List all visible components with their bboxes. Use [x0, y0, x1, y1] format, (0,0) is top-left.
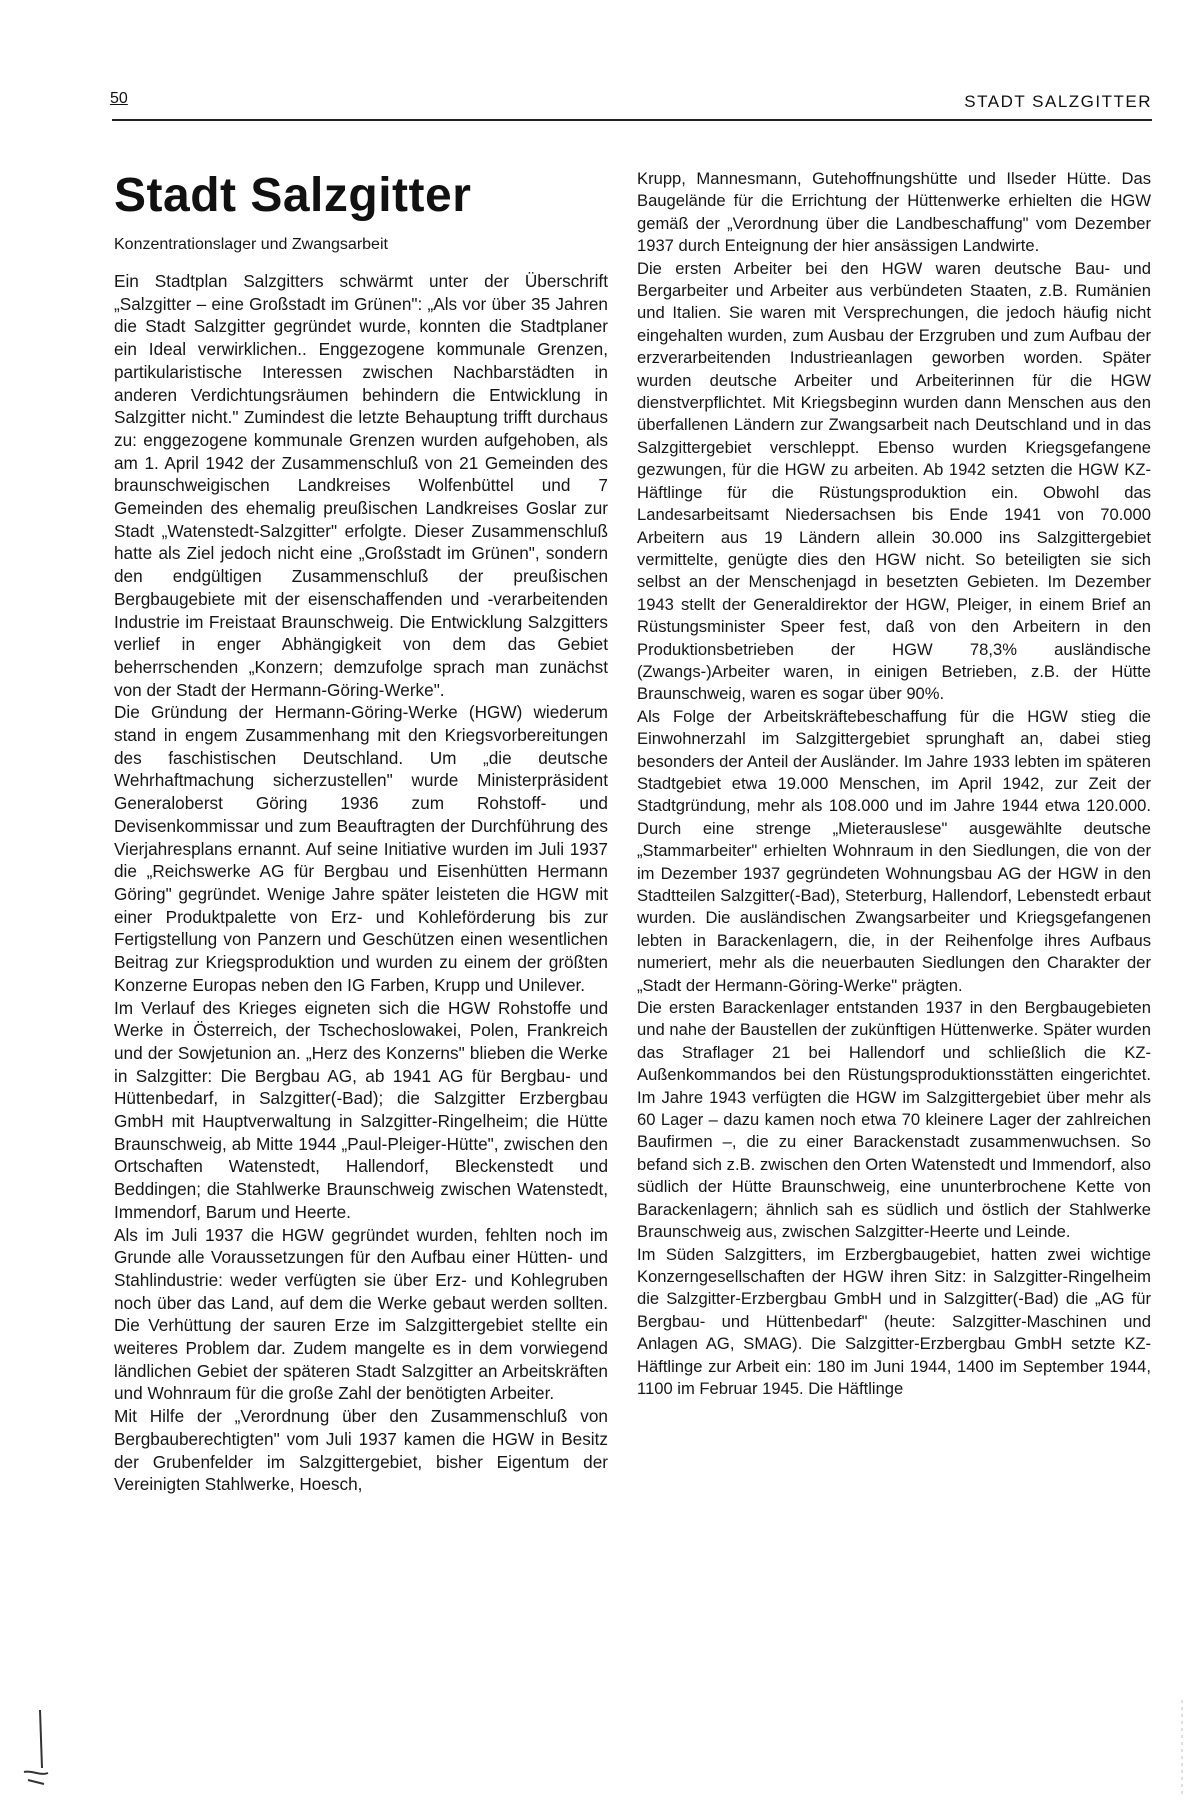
- left-paragraph: Im Verlauf des Krieges eigneten sich die HGW Rohstoffe und Werke in Österreich, der Tschechoslowakei, Polen, Frankreich und der Sowjetunion an. „Herz des Konzerns" blieben die Werke in Salzgitter: Die Bergbau AG, ab 1941 AG für Bergbau- und Hüttenbedarf, in Salzgitter(-Bad); die Salzgitter Erzbergbau GmbH mit Hauptverwaltung in Salzgitter-Ringelheim; die Hütte Braunschweig, ab Mitte 1944 „Paul-Pleiger-Hütte", zwischen den Ortschaften Watenstedt, Hallendorf, Bleckenstedt und Beddingen; die Stahlwerke Braunschweig zwischen Watenstedt, Immendorf, Barum und Heerte.: [114, 997, 608, 1222]
- right-paragraph: Die ersten Barackenlager entstanden 1937 in den Bergbaugebieten und nahe der Baustellen der zukünftigen Hüttenwerke. Später wurden das Straflager 21 bei Hallendorf und schließlich die KZ-Außenkommandos bei den Rüstungsproduktionsstätten eingerichtet. Im Jahre 1943 verfügten die HGW im Salzgittergebiet über mehr als 60 Lager – dazu kamen noch etwa 70 kleinere Lager der zahlreichen Baufirmen –, die zu einer Barackenstadt zusammenwuchsen. So befand sich z.B. zwischen den Orten Watenstedt und Immendorf, also südlich der Hütte Braunschweig, eine ununterbrochene Kette von Barackenlagern; ähnlich sah es südlich und östlich der Stahlwerke Braunschweig aus, zwischen Salzgitter-Heerte und Leinde.: [637, 998, 1151, 1242]
- right-paragraph: Die ersten Arbeiter bei den HGW waren deutsche Bau- und Bergarbeiter und Arbeiter aus verbündeten Staaten, z.B. Rumänien und Italien. Sie waren mit Versprechungen, die jedoch häufig nicht eingehalten wurden, zum Ausbau der Erzgruben und zum Aufbau der erzverarbeitenden Industrieanlagen geworben worden. Später wurden deutsche Arbeiter und Arbeiterinnen für die HGW dienstverpflichtet. Mit Kriegsbeginn wurden dann Menschen aus den überfallenen Ländern zur Zwangsarbeit nach Deutschland und in das Salzgittergebiet verschleppt. Ebenso wurden Kriegsgefangene gezwungen, für die HGW zu arbeiten. Ab 1942 setzten die HGW KZ-Häftlinge für die Rüstungsproduktion ein. Obwohl das Landesarbeitsamt Niedersachsen bis Ende 1941 von 70.000 Arbeitern aus 19 Ländern allein 30.000 ins Salzgittergebiet vermittelte, genügte dies den HGW nicht. So beteiligten sie sich selbst an der Menschenjagd in besetzten Gebieten. Im Dezember 1943 stellt der Generaldirektor der HGW, Pleiger, in einem Brief an Rüstungsminister Speer fest, daß von den Arbeitern in den Produktionsbetrieben der HGW 78,3% ausländische (Zwangs-)Arbeiter waren, in einigen Betrieben, z.B. der Hütte Braunschweig, waren es sogar über 90%.: [637, 258, 1151, 704]
- article-subtitle: Konzentrationslager und Zwangsarbeit: [114, 236, 388, 253]
- right-paragraph: Als Folge der Arbeitskräftebeschaffung für die HGW stieg die Einwohnerzahl im Salzgittergebiet sprunghaft an, dabei stieg besonders der Anteil der Ausländer. Im Jahre 1933 lebten im späteren Stadtgebiet etwa 19.000 Menschen, im April 1942, zur Zeit der Stadtgründung, mehr als 108.000 und im Jahre 1944 etwa 120.000. Durch eine strenge „Mieterauslese" ausgewählte deutsche „Stammarbeiter" erhielten Wohnraum in den Siedlungen, die von der im Dezember 1937 gegründeten Wohnungsbau AG der HGW in den Stadtteilen Salzgitter(-Bad), Steterburg, Hallendorf, Lebenstedt erbaut wurden. Die ausländischen Zwangsarbeiter und Kriegsgefangenen lebten in Barackenlagern, die, in der Reihenfolge ihres Aufbaus numeriert, mehr als die neuerbauten Siedlungen den Charakter der „Stadt der Hermann-Göring-Werke" prägten.: [637, 706, 1151, 995]
- left-paragraph: Mit Hilfe der „Verordnung über den Zusammenschluß von Bergbauberechtigten" vom Juli 1937 kamen die HGW in Besitz der Grubenfelder im Salzgittergebiet, bisher Eigentum der Vereinigten Stahlwerke, Hoesch,: [114, 1406, 608, 1495]
- scan-artifact-mark: [18, 1710, 52, 1790]
- right-paragraph: Im Süden Salzgitters, im Erzbergbaugebiet, hatten zwei wichtige Konzerngesellschaften der HGW ihren Sitz: in Salzgitter-Ringelheim die Salzgitter-Erzbergbau GmbH und in Salzgitter(-Bad) die „AG für Bergbau- und Hüttenbedarf" (heute: Salzgitter-Maschinen und Anlagen AG, SMAG). Die Salzgitter-Erzbergbau GmbH setzte KZ-Häftlinge zur Arbeit ein: 180 im Juni 1944, 1400 im September 1944, 1100 im Februar 1945. Die Häftlinge: [637, 1244, 1151, 1398]
- left-paragraph: Als im Juli 1937 die HGW gegründet wurden, fehlten noch im Grunde alle Voraussetzungen für den Aufbau einer Hütten- und Stahlindustrie: weder verfügten sie über Erz- und Kohlegruben noch über das Land, auf dem die Werke gebaut werden sollten. Die Verhüttung der sauren Erze im Salzgittergebiet stellte ein weiteres Problem dar. Zudem mangelte es in dem vorwiegend ländlichen Gebiet der späteren Stadt Salzgitter an Arbeitskräften und Wohnraum für die große Zahl der benötigten Arbeiter.: [114, 1224, 608, 1404]
- scan-edge-artifact: [1178, 1700, 1186, 1796]
- left-paragraph: Ein Stadtplan Salzgitters schwärmt unter der Überschrift „Salzgitter – eine Großstadt im Grünen": „Als vor über 35 Jahren die Stadt Salzgitter gegründet wurde, konnten die Stadtplaner ein Ideal verwirklichen.. Enggezogene kommunale Grenzen, partikularistische Interessen zwischen Nachbarstädten in anderen Verdichtungsräumen behindern die Entwicklung in Salzgitter nicht." Zumindest die letzte Behauptung trifft durchaus zu: enggezogene kommunale Grenzen wurden aufgehoben, als am 1. April 1942 der Zusammenschluß von 21 Gemeinden des braunschweigischen Landkreises Wolfenbüttel und 7 Gemeinden des ehemalig preußischen Landkreises Goslar zur Stadt „Watenstedt-Salzgitter" erfolgte. Dieser Zusammenschluß hatte als Ziel jedoch nicht eine „Großstadt im Grünen", sondern den endgültigen Zusammenschluß der preußischen Bergbaugebiete mit der eisenschaffenden und -verarbeitenden Industrie im Freistaat Braunschweig. Die Entwicklung Salzgitters verlief in enger Abhängigkeit von dem das Gebiet beherrschenden „Konzern; demzufolge sprach man zunächst von der Stadt der Hermann-Göring-Werke".: [114, 271, 608, 700]
- right-column: [637, 168, 1151, 1400]
- article-title: Stadt Salzgitter: [114, 169, 472, 222]
- running-title: STADT SALZGITTER: [964, 92, 1152, 111]
- left-paragraph: Die Gründung der Hermann-Göring-Werke (HGW) wiederum stand in engem Zusammenhang mit den Kriegsvorbereitungen des faschistischen Deutschland. Um „die deutsche Wehrhaftmachung sicherzustellen" wurde Ministerpräsident Generaloberst Göring 1936 zum Rohstoff- und Devisenkommissar und zum Beauftragten der Durchführung des Vierjahresplans ernannt. Auf seine Initiative wurden im Juli 1937 die „Reichswerke AG für Bergbau und Eisenhütten Hermann Göring" gegründet. Wenige Jahre später leisteten die HGW mit einer Produktpalette von Erz- und Kohleförderung bis zur Fertigstellung von Panzern und Geschützen einen wesentlichen Beitrag zur Kriegsproduktion und wurden zu einem der größten Konzerne Europas neben den IG Farben, Krupp und Unilever.: [114, 702, 608, 995]
- header-rule: [112, 119, 1152, 121]
- right-paragraph: Krupp, Mannesmann, Gutehoffnungshütte und Ilseder Hütte. Das Baugelände für die Errichtung der Hüttenwerke erhielten die HGW gemäß der „Verordnung über die Landbeschaffung" vom Dezember 1937 durch Enteignung der hier ansässigen Landwirte.: [637, 169, 1151, 256]
- page-number: 50: [110, 90, 128, 107]
- left-column: [114, 168, 608, 1496]
